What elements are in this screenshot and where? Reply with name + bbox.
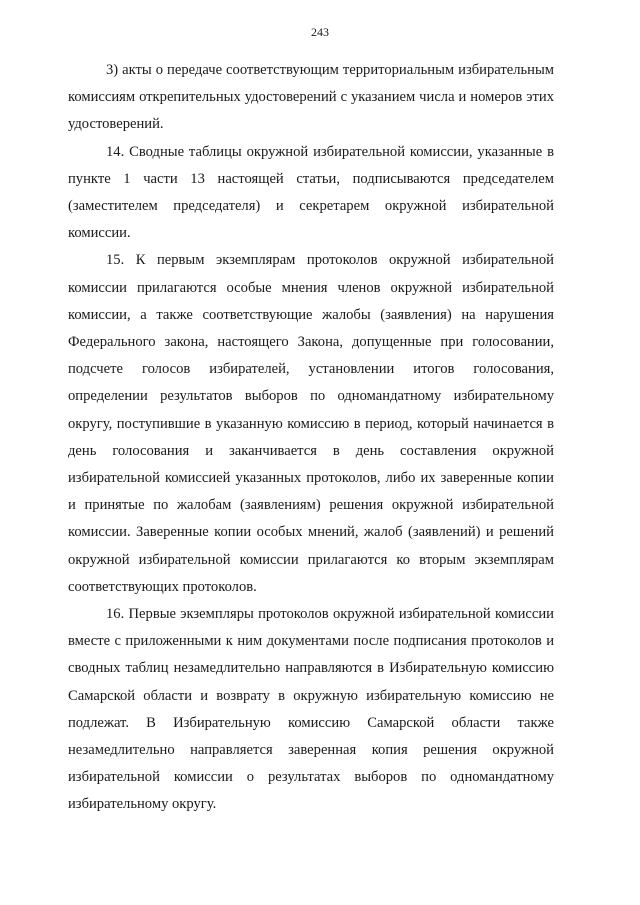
paragraph-part-16: 16. Первые экземпляры протоколов окружной избирательной комиссии вместе с приложенными к ним документами после подписания протоколов и сводных таблиц незамедлительно направляются в Избирательную комиссию Самарской области и возврату в окружную избирательную комиссию не подлежат. В Избирательную комиссию Самарской области также незамедлительно направляется заверенная копия решения окружной избирательной комиссии о результатах выборов по одномандатному избирательному округу. (68, 606, 554, 813)
paragraph-part-15: 15. К первым экземплярам протоколов окружной избирательной комиссии прилагаются особые мнения членов окружной избирательной комиссии, а также соответствующие жалобы (заявления) на нарушения Федерального закона, настоящего Закона, допущенные при голосовании, подсчете голосов избирателей, установлении итогов голосования, определении результатов выборов по одномандатному избирательному округу, поступившие в указанную комиссию в период, который начинается в день голосования и заканчивается в день составления окружной избирательной комиссией указанных протоколов, либо их заверенные копии и принятые по жалобам (заявлениям) решения окружной избирательной комиссии. Заверенные копии особых мнений, жалоб (заявлений) и решений окружной избирательной комиссии прилагаются ко вторым экземплярам соответствующих протоколов. (68, 252, 554, 595)
page-number: 243 (311, 25, 329, 39)
paragraph-item-3: 3) акты о передаче соответствующим территориальным избирательным комиссиям открепительных удостоверений с указанием числа и номеров этих удостоверений. (68, 62, 554, 133)
paragraph-part-14: 14. Сводные таблицы окружной избирательной комиссии, указанные в пункте 1 части 13 настоящей статьи, подписываются председателем (заместителем председателя) и секретарем окружной избирательной комиссии. (68, 143, 554, 242)
document-body (68, 57, 554, 819)
